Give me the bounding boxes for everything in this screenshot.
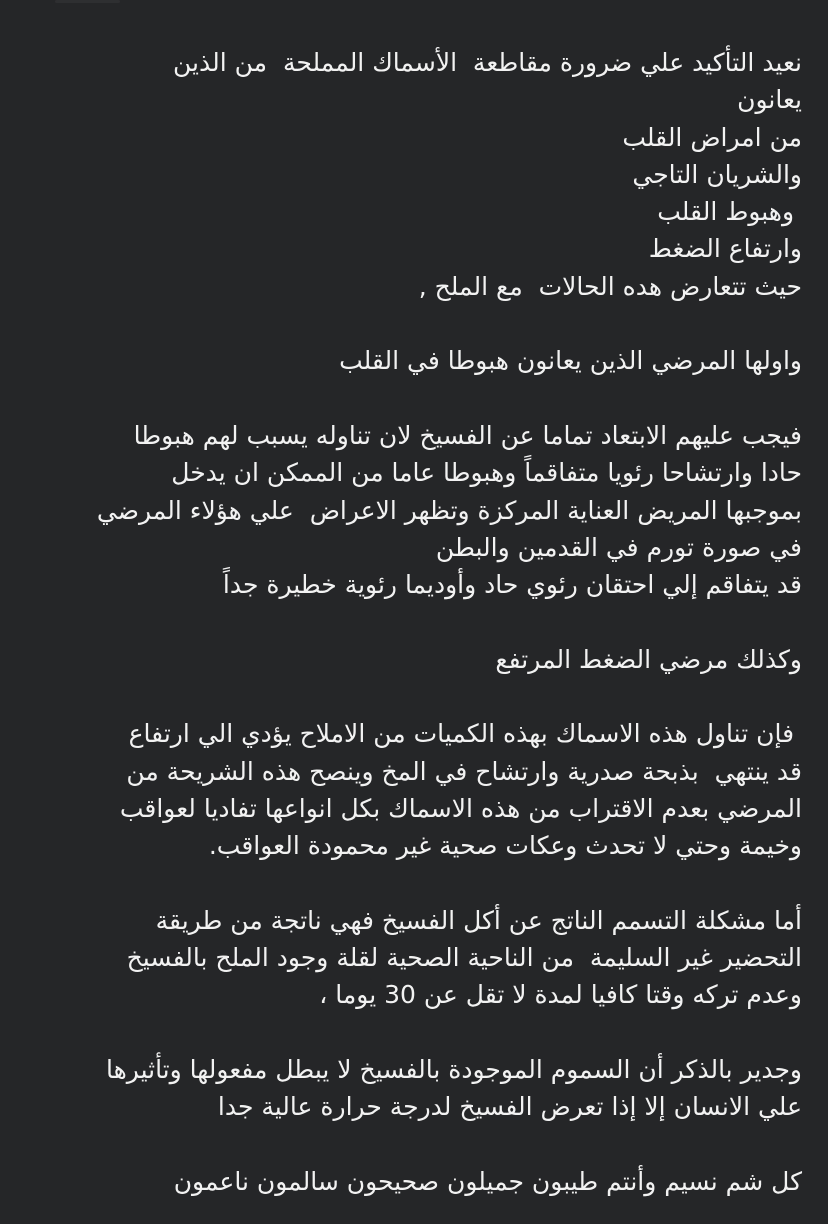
text-line: يعانون [737, 85, 802, 115]
text-line: وكذلك مرضي الضغط المرتفع [495, 644, 802, 674]
text-line: والشريان التاجي [632, 159, 802, 189]
paragraph-toxins [20, 1051, 802, 1126]
text-line: حادا وارتشاحا رئويا متفاقماً وهبوطا عاما من الممكن ان يدخل [171, 458, 802, 488]
paragraph-gap [20, 603, 802, 640]
text-line: نعيد التأكيد علي ضرورة مقاطعة الأسماك المملحة من الذين [173, 48, 802, 77]
text-line: التحضير غير السليمة من الناحية الصحية لقلة وجود الملح بالفسيخ [126, 943, 802, 973]
paragraph-heart-failure-details [20, 417, 802, 603]
paragraph-gap [20, 678, 802, 715]
text-line: المرضي بعدم الاقتراب من هذه الاسماك بكل انواعها تفاديا لعواقب [119, 793, 802, 823]
paragraph-hypertension-details [20, 715, 802, 864]
text-line: وجدير بالذكر أن السموم الموجودة بالفسيخ لا يبطل مفعولها وتأثيرها [105, 1055, 802, 1085]
text-line: وهبوط القلب [657, 197, 802, 227]
text-line: واولها المرضي الذين يعانون هبوطا في القلب [339, 346, 802, 376]
paragraph-intro [20, 44, 802, 305]
text-line: قد يتفاقم إلي احتقان رئوي حاد وأوديما رئوية خطيرة جداً [222, 570, 802, 600]
text-line: فإن تناول هذه الاسماك بهذه الكميات من الاملاح يؤدي الي ارتفاع [128, 719, 802, 749]
text-line: وارتفاع الضغط [648, 234, 802, 264]
text-line: أما مشكلة التسمم الناتج عن أكل الفسيخ فهي ناتجة من طريقة [155, 905, 802, 935]
text-line: فيجب عليهم الابتعاد تماما عن الفسيخ لان تناوله يسبب لهم هبوطا [133, 420, 802, 450]
text-line: في صورة تورم في القدمين والبطن [435, 532, 802, 562]
text-line: بموجبها المريض العناية المركزة وتظهر الاعراض علي هؤلاء المرضي [96, 495, 802, 525]
text-line: حيث تتعارض هده الحالات مع الملح , [418, 271, 802, 301]
text-line: من امراض القلب [622, 122, 802, 152]
paragraph-gap [20, 1126, 802, 1163]
paragraph-poisoning [20, 902, 802, 1014]
paragraph-gap [20, 1014, 802, 1051]
paragraph-gap [20, 380, 802, 417]
paragraph-heart-failure-heading [20, 342, 802, 379]
top-edge-shadow [55, 0, 120, 3]
paragraph-gap [20, 305, 802, 342]
paragraph-hypertension-heading [20, 641, 802, 678]
text-line: كل شم نسيم وأنتم طيبون جميلون صحيحون سالمون ناعمون [173, 1166, 802, 1196]
post-text-body [20, 44, 802, 1200]
paragraph-greeting [20, 1163, 802, 1200]
text-line: وعدم تركه وقتا كافيا لمدة لا تقل عن 30 يوما ، [319, 980, 802, 1010]
text-line: وخيمة وحتي لا تحدث وعكات صحية غير محمودة العواقب. [208, 831, 802, 861]
paragraph-gap [20, 865, 802, 902]
text-line: قد ينتهي بذبحة صدرية وارتشاح في المخ وينصح هذه الشريحة من [126, 756, 802, 786]
text-line: علي الانسان إلا إذا تعرض الفسيخ لدرجة حرارة عالية جدا [217, 1092, 802, 1122]
